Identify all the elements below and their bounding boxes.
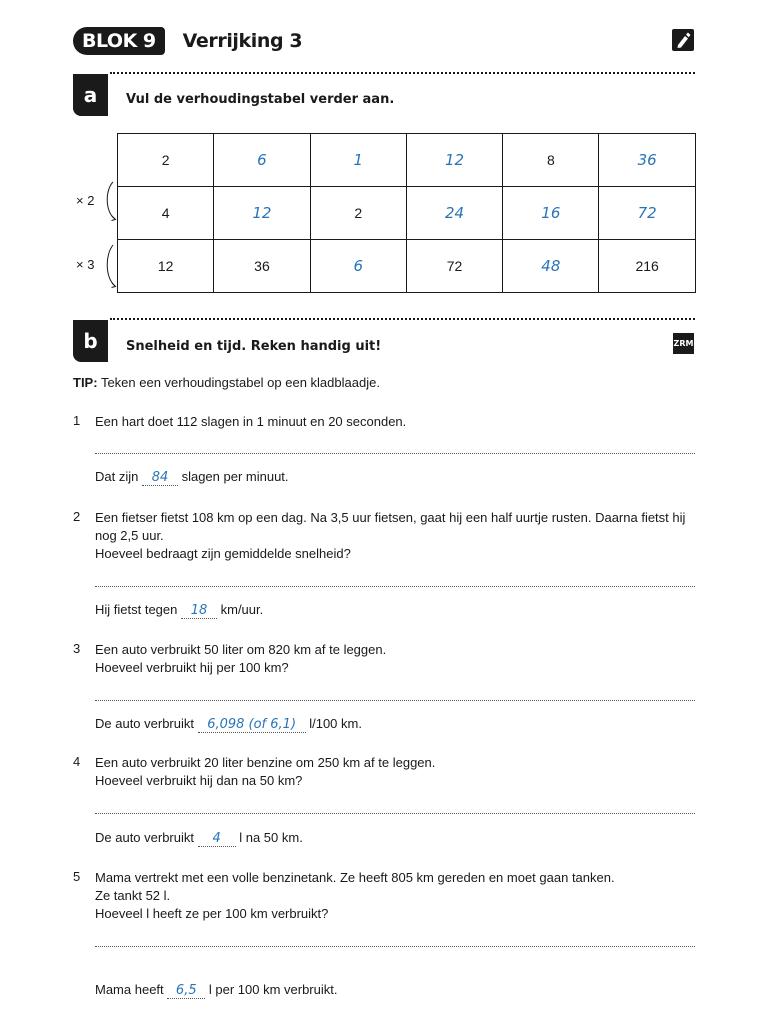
question-number: 5 — [73, 869, 81, 884]
table-cell: 2 — [310, 187, 406, 240]
page-header — [73, 27, 302, 55]
answer-prefix: Hij fietst tegen — [95, 602, 181, 617]
question-number: 1 — [73, 413, 81, 428]
question-line: Hoeveel verbruikt hij per 100 km? — [95, 660, 289, 675]
table-cell-answer: 36 — [599, 134, 695, 187]
arc-arrow-icon — [103, 180, 119, 222]
work-line[interactable] — [95, 700, 695, 701]
question-line: Een auto verbruikt 20 liter benzine om 250 km af te leggen. — [95, 755, 436, 770]
question-text — [95, 869, 700, 923]
table-cell-answer: 12 — [406, 134, 502, 187]
table-cell-answer: 6 — [310, 240, 406, 293]
tip-body: Teken een verhoudingstabel op een kladblaadje. — [97, 375, 380, 390]
table-cell-answer: 6 — [214, 134, 310, 187]
answer-suffix: slagen per minuut. — [177, 469, 289, 484]
answer-prefix: Mama heeft — [95, 982, 168, 997]
arc-arrow-icon — [103, 243, 119, 289]
work-line[interactable] — [95, 946, 695, 947]
question-line: Een auto verbruikt 50 liter om 820 km af te leggen. — [95, 642, 387, 657]
section-label-b: b — [73, 320, 108, 362]
table-cell: 4 — [118, 187, 214, 240]
question-text — [95, 641, 700, 677]
answer-sentence — [95, 982, 337, 999]
question-line: Ze tankt 52 l. — [95, 888, 171, 903]
answer-prefix: De auto verbruikt — [95, 830, 198, 845]
table-cell: 2 — [118, 134, 214, 187]
question-text — [95, 509, 700, 563]
ratio-table — [117, 133, 696, 293]
section-a-instruction: Vul de verhoudingstabel verder aan. — [126, 92, 395, 107]
pencil-icon — [672, 29, 694, 51]
work-line[interactable] — [95, 453, 695, 454]
table-cell-answer: 24 — [406, 187, 502, 240]
table-cell: 8 — [503, 134, 599, 187]
answer-field[interactable]: 18 — [181, 604, 217, 619]
question-line: Een hart doet 112 slagen in 1 minuut en 20 seconden. — [95, 414, 407, 429]
answer-suffix: l na 50 km. — [235, 830, 303, 845]
question-number: 4 — [73, 754, 81, 769]
section-label-a: a — [73, 74, 108, 116]
multiplier-label: × 2 — [76, 193, 95, 208]
section-divider — [110, 72, 695, 74]
table-cell-answer: 12 — [214, 187, 310, 240]
page-title: Verrijking 3 — [182, 30, 303, 52]
question-number: 3 — [73, 641, 81, 656]
question-line: Hoeveel verbruikt hij dan na 50 km? — [95, 773, 303, 788]
answer-suffix: km/uur. — [217, 602, 264, 617]
answer-suffix: l per 100 km verbruikt. — [205, 982, 338, 997]
table-cell-answer: 16 — [503, 187, 599, 240]
answer-sentence — [95, 602, 263, 619]
table-cell: 72 — [406, 240, 502, 293]
table-cell: 216 — [599, 240, 695, 293]
answer-sentence — [95, 830, 303, 847]
table-row — [118, 187, 696, 240]
tip-label: TIP: — [73, 375, 98, 390]
question-number: 2 — [73, 509, 81, 524]
work-line[interactable] — [95, 586, 695, 587]
blok-badge: BLOK 9 — [73, 27, 165, 55]
answer-sentence — [95, 716, 362, 733]
answer-suffix: l/100 km. — [305, 716, 362, 731]
zrm-icon: ZRM — [673, 333, 694, 354]
answer-field[interactable]: 6,5 — [167, 984, 205, 999]
answer-field[interactable]: 84 — [142, 471, 178, 486]
tip-text — [73, 375, 380, 390]
answer-prefix: Dat zijn — [95, 469, 142, 484]
table-row — [118, 134, 696, 187]
answer-prefix: De auto verbruikt — [95, 716, 198, 731]
question-line: Mama vertrekt met een volle benzinetank. Ze heeft 805 km gereden en moet gaan tanken. — [95, 870, 615, 885]
question-text — [95, 754, 700, 790]
table-cell: 36 — [214, 240, 310, 293]
table-cell: 12 — [118, 240, 214, 293]
question-line: Hoeveel bedraagt zijn gemiddelde snelheid? — [95, 546, 351, 561]
section-divider — [110, 318, 695, 320]
question-line: Een fietser fietst 108 km op een dag. Na 3,5 uur fietsen, gaat hij een half uurtje rusten. Daarna fietst hij — [95, 510, 686, 525]
answer-sentence — [95, 469, 289, 486]
answer-field[interactable]: 6,098 (of 6,1) — [198, 718, 306, 733]
table-cell-answer: 1 — [310, 134, 406, 187]
question-line: nog 2,5 uur. — [95, 528, 164, 543]
multiplier-label: × 3 — [76, 257, 95, 272]
answer-field[interactable]: 4 — [198, 832, 236, 847]
question-text — [95, 413, 700, 431]
question-line: Hoeveel l heeft ze per 100 km verbruikt? — [95, 906, 329, 921]
table-cell-answer: 48 — [503, 240, 599, 293]
work-line[interactable] — [95, 813, 695, 814]
table-cell-answer: 72 — [599, 187, 695, 240]
section-b-instruction: Snelheid en tijd. Reken handig uit! — [126, 339, 382, 354]
table-row — [118, 240, 696, 293]
